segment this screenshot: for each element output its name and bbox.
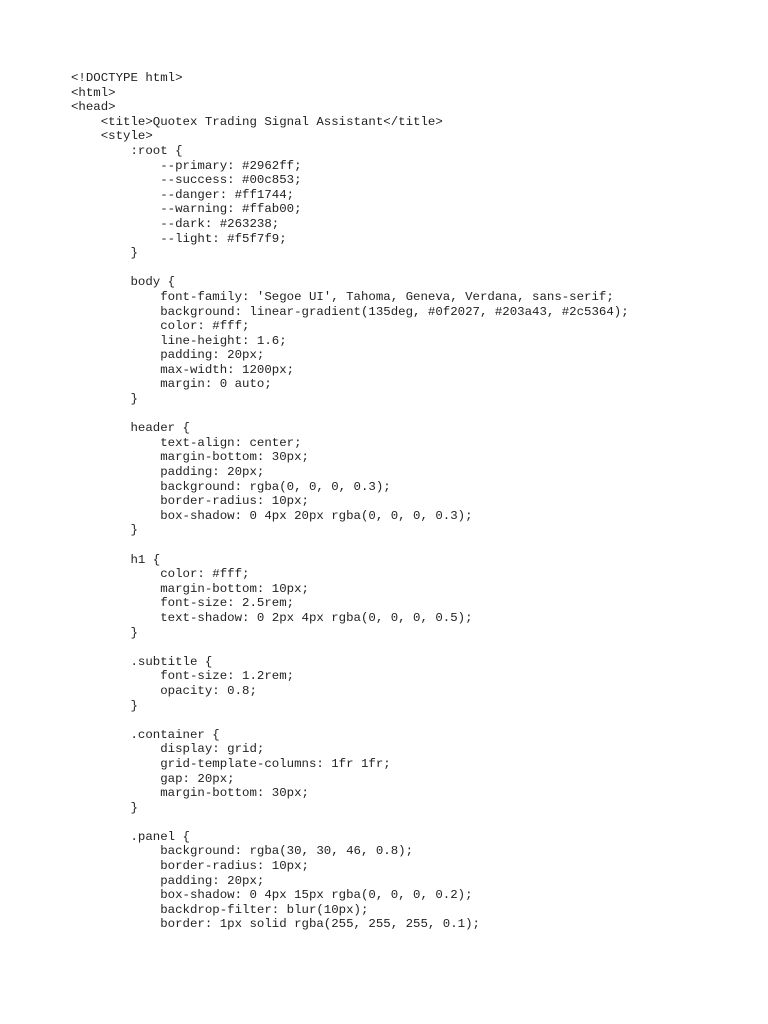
code-line: padding: 20px; [71, 873, 265, 888]
code-line: .subtitle { [71, 654, 213, 669]
code-line: border-radius: 10px; [71, 859, 309, 874]
code-line: --light: #f5f7f9; [71, 231, 287, 246]
code-line: border: 1px solid rgba(255, 255, 255, 0.1); [71, 917, 480, 932]
code-line: text-align: center; [71, 435, 302, 450]
code-line: margin-bottom: 30px; [71, 450, 309, 465]
code-line: background: rgba(30, 30, 46, 0.8); [71, 844, 414, 859]
code-line: gap: 20px; [71, 771, 235, 786]
code-line: opacity: 0.8; [71, 683, 257, 698]
code-line: <html> [71, 85, 116, 100]
code-line: margin-bottom: 30px; [71, 786, 309, 801]
code-line: --dark: #263238; [71, 216, 280, 231]
code-line: padding: 20px; [71, 465, 265, 480]
code-line: color: #fff; [71, 567, 250, 582]
code-line: <!DOCTYPE html> [71, 71, 183, 85]
code-line: border-radius: 10px; [71, 494, 309, 509]
code-line: } [71, 800, 138, 815]
code-line: line-height: 1.6; [71, 333, 287, 348]
code-line: text-shadow: 0 2px 4px rgba(0, 0, 0, 0.5); [71, 610, 473, 625]
code-line: --primary: #2962ff; [71, 158, 302, 173]
code-line: box-shadow: 0 4px 20px rgba(0, 0, 0, 0.3); [71, 508, 473, 523]
code-line: font-family: 'Segoe UI', Tahoma, Geneva, Verdana, sans-serif; [71, 289, 614, 304]
source-code-listing [71, 71, 629, 932]
code-line: color: #fff; [71, 319, 250, 334]
code-line [71, 407, 629, 422]
code-line: header { [71, 421, 190, 436]
code-line [71, 538, 629, 553]
code-line [71, 815, 629, 830]
code-line: h1 { [71, 552, 161, 567]
code-line: --warning: #ffab00; [71, 202, 302, 217]
code-line: box-shadow: 0 4px 15px rgba(0, 0, 0, 0.2); [71, 888, 473, 903]
code-line: } [71, 523, 138, 538]
code-line: } [71, 698, 138, 713]
code-line: --success: #00c853; [71, 173, 302, 188]
code-line: background: linear-gradient(135deg, #0f2027, #203a43, #2c5364); [71, 304, 629, 319]
code-line [71, 261, 629, 276]
code-line: } [71, 392, 138, 407]
code-line: margin: 0 auto; [71, 377, 272, 392]
code-line: padding: 20px; [71, 348, 265, 363]
code-line: grid-template-columns: 1fr 1fr; [71, 756, 391, 771]
code-line: .container { [71, 727, 220, 742]
code-line: background: rgba(0, 0, 0, 0.3); [71, 479, 391, 494]
code-line: backdrop-filter: blur(10px); [71, 902, 369, 917]
code-line: <style> [71, 129, 153, 144]
code-line: font-size: 2.5rem; [71, 596, 295, 611]
code-line: } [71, 625, 138, 640]
code-line: font-size: 1.2rem; [71, 669, 295, 684]
code-line: body { [71, 275, 176, 290]
code-line: display: grid; [71, 742, 265, 757]
code-line: --danger: #ff1744; [71, 187, 295, 202]
code-line: } [71, 246, 138, 261]
code-line: :root { [71, 143, 183, 158]
code-line: max-width: 1200px; [71, 362, 295, 377]
code-line [71, 640, 629, 655]
code-line: <head> [71, 100, 116, 115]
code-line [71, 713, 629, 728]
code-line: .panel { [71, 829, 190, 844]
code-line: <title>Quotex Trading Signal Assistant</title> [71, 114, 443, 129]
code-line: margin-bottom: 10px; [71, 581, 309, 596]
